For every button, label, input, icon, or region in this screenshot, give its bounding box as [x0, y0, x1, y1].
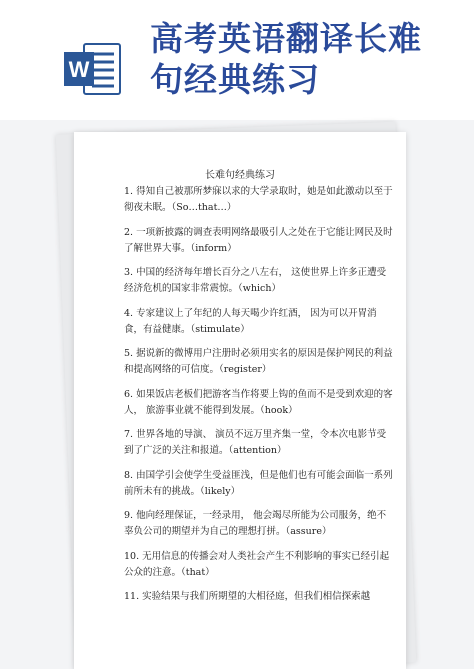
list-item: 2. 一项新披露的调查表明网络最吸引人之处在于它能让网民及时了解世界大事。（inform） — [124, 226, 393, 254]
title-line-2: 句经典练习 — [150, 60, 320, 99]
title-line-1: 高考英语翻译长难 — [150, 19, 422, 58]
list-item: 5. 据说新的微博用户注册时必须用实名的原因是保护网民的利益和提高网络的可信度。（register） — [124, 348, 393, 375]
exercise-list — [124, 184, 394, 614]
list-item: 9. 他向经理保证，一经录用， 他会竭尽所能为公司服务，绝不辜负公司的期望并为自己的理想打拼。（assure） — [124, 510, 387, 537]
word-icon-letter: W — [68, 57, 90, 82]
list-item: 6. 如果饭店老板们把游客当作将要上钩的鱼而不是受到欢迎的客人， 旅游事业就不能得到发展。（hook） — [124, 388, 393, 416]
list-item: 7. 世界各地的导演、 演员不远万里齐集一堂，令本次电影节受到了广泛的关注和报道。（attention） — [124, 429, 387, 456]
word-doc-icon — [62, 38, 124, 100]
document-page — [74, 132, 406, 669]
document-title: 长难句经典练习 — [205, 170, 275, 181]
list-item: 11. 实验结果与我们所期望的大相径庭，但我们相信探索越 — [124, 591, 371, 602]
list-item: 3. 中国的经济每年增长百分之八左右， 这使世界上许多正遭受经济危机的国家非常震惊。（which） — [124, 267, 387, 294]
list-item: 4. 专家建议上了年纪的人每天喝少许红酒， 因为可以开胃消食，有益健康。（stimulate） — [124, 307, 377, 335]
list-item: 1. 得知自己被那所梦寐以求的大学录取时，她是如此激动以至于彻夜未眠。（So…that…） — [124, 186, 393, 213]
list-item: 10. 无用信息的传播会对人类社会产生不利影响的事实已经引起公众的注意。（that） — [124, 550, 390, 578]
header-banner — [0, 0, 474, 120]
page-title — [150, 18, 470, 100]
list-item: 8. 由国学引会使学生受益匪浅，但是他们也有可能会面临一系列前所未有的挑战。（likely） — [124, 469, 393, 497]
